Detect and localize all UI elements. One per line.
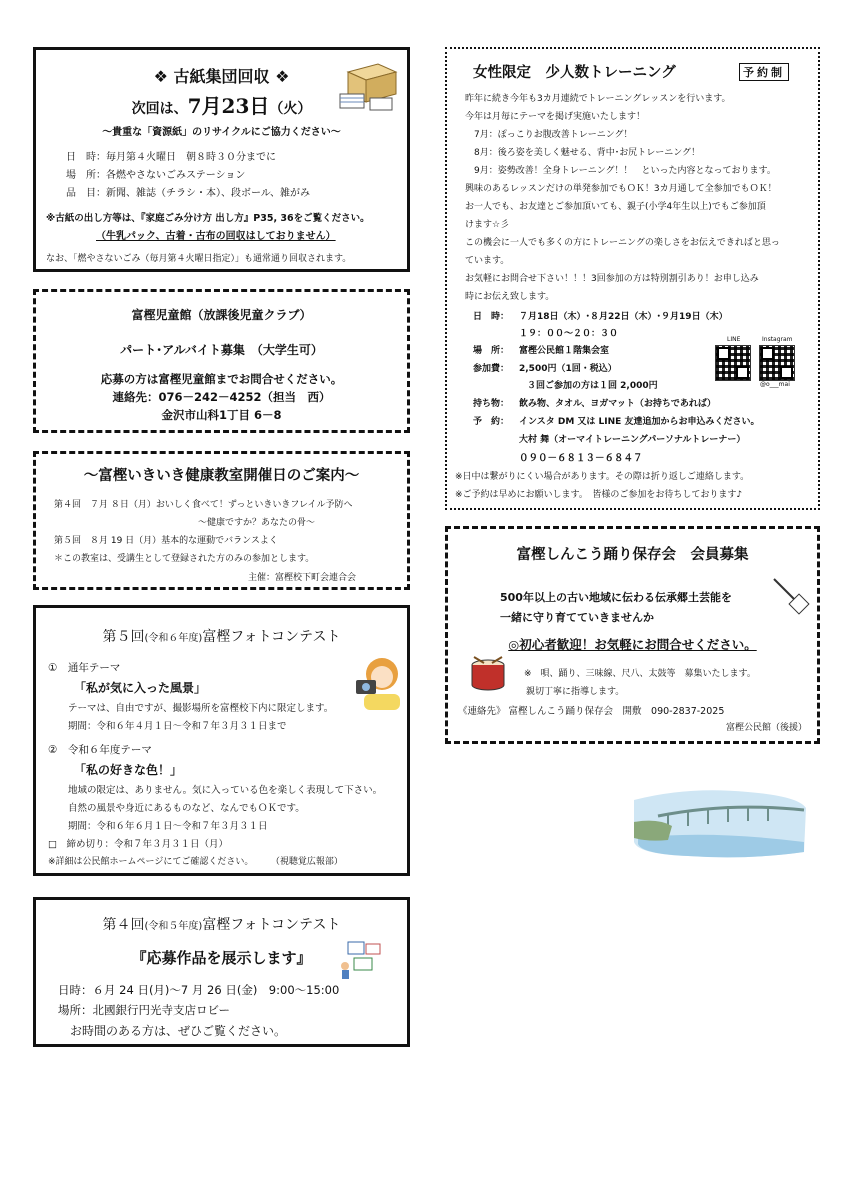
photo4-date: 日時：６月 24 日(月)～7 月 26 日(金) 9:00～15:00 bbox=[58, 983, 340, 997]
exhibition-illustration-icon bbox=[340, 940, 384, 980]
title-num: 第５回 bbox=[102, 629, 145, 645]
training-line: 7月：ぽっこりお腹改善トレーニング！ bbox=[465, 130, 633, 140]
training-time-value: １９：００～２０：３０ bbox=[519, 329, 619, 339]
training-line: けます☆彡 bbox=[465, 220, 510, 230]
cardboard-icon bbox=[338, 58, 400, 114]
jidokan-phone: 連絡先：076－242－4252（担当 西） bbox=[112, 390, 331, 404]
training-line: 9月：姿勢改善！全身トレーニング！！ といった内容となっております。 bbox=[465, 166, 776, 176]
dance-note2: 親切丁寧に指導します。 bbox=[526, 687, 625, 697]
dance-title: 富樫しんこう踊り保存会 会員募集 bbox=[516, 547, 749, 563]
paper-row-date bbox=[66, 148, 276, 163]
paper-note1: ※古紙の出し方等は、『家庭ごみ分け方 出し方』P35, 36をご覧ください。 bbox=[46, 213, 370, 224]
photo4-title bbox=[36, 914, 407, 934]
title-name: 富樫フォトコンテスト bbox=[202, 629, 341, 645]
training-line: 昨年に続き今年も3カ月連続でトレーニングレッスンを行います。 bbox=[465, 94, 731, 104]
training-fee-label: 参加費： bbox=[473, 364, 510, 374]
photo5-theme2-period: 期間：令和６年６月１日～令和７年３月３１日 bbox=[68, 821, 268, 832]
trainer-phone: ０９０－６８１３－６８４７ bbox=[519, 453, 643, 464]
paper-note3: なお、「燃やさないごみ（毎月第４火曜日指定）」も通常通り回収されます。 bbox=[46, 254, 352, 264]
training-items-value: 飲み物、タオル、ヨガマット（お持ちであれば） bbox=[519, 399, 716, 409]
training-fee-discount: ３回ご参加の方は１回 2,000円 bbox=[527, 381, 658, 391]
training-line: お気軽にお問合せ下さい！！！3回参加の方は特別割引あり！お申し込み bbox=[465, 274, 759, 284]
training-line: ています。 bbox=[465, 256, 510, 266]
health-note: ＊この教室は、受講生として登録された方のみの参加とします。 bbox=[54, 554, 315, 564]
title-name: 富樫フォトコンテスト bbox=[202, 917, 341, 933]
title-year: (令和６年度) bbox=[144, 633, 203, 644]
photo5-theme1-desc: テーマは、自由ですが、撮影場所を富樫校下内に限定します。 bbox=[68, 703, 334, 714]
training-fee-value: 2,500円（1回・税込） bbox=[519, 364, 617, 374]
training-date-value: ７月18日（木）･８月22日（木）･９月19日（木） bbox=[519, 312, 728, 322]
photo5-detail bbox=[48, 854, 343, 867]
qr-line-label: LINE bbox=[727, 336, 741, 343]
photo-contest-5-box bbox=[33, 605, 410, 876]
bridge-watercolor-illustration bbox=[628, 782, 810, 860]
dance-society-box bbox=[445, 526, 820, 744]
photo5-theme2-desc2: 自然の風景や身近にあるものなど、なんでもＯＫです。 bbox=[68, 803, 305, 814]
training-title: 女性限定 少人数トレーニング bbox=[473, 65, 676, 81]
health-line1b: ～健康ですか？あなたの骨～ bbox=[198, 518, 316, 528]
training-line: この機会に一人でも多くの方にトレーニングの楽しさをお伝えできればと思っ bbox=[465, 238, 780, 248]
paper-note2: （牛乳パック、古着・古布の回収はしておりません） bbox=[96, 231, 336, 242]
qr-insta-handle: @o___mai bbox=[760, 381, 790, 388]
next-prefix: 次回は、 bbox=[131, 101, 188, 117]
dance-contact: 《連絡先》 富樫しんこう踊り保存会 開敷 090-2837-2025 bbox=[458, 706, 725, 717]
training-items-label: 持ち物： bbox=[473, 399, 510, 409]
photo5-title bbox=[36, 626, 407, 646]
training-reserve-label: 予 約： bbox=[473, 417, 510, 427]
photo5-theme2-name: 「私の好きな色！」 bbox=[74, 763, 183, 777]
taiko-drum-icon bbox=[468, 655, 508, 695]
dance-support: 富樫公民館（後援） bbox=[726, 723, 808, 733]
training-note1: ※日中は繋がりにくい場合があります。その際は折り返しご連絡します。 bbox=[455, 472, 750, 482]
paper-row-place bbox=[66, 166, 245, 181]
next-date: 7月23日 bbox=[187, 94, 270, 118]
row-value: 新聞、雑誌（チラシ・本）、段ボール、雑がみ bbox=[106, 188, 310, 199]
photo5-theme2-head: ② 令和６年度テーマ bbox=[48, 744, 152, 756]
paper-title: ❖ 古紙集団回収 ❖ bbox=[153, 67, 290, 86]
reservation-badge: 予約制 bbox=[739, 63, 789, 81]
health-class-box bbox=[33, 451, 410, 590]
dance-note1: ※ 唄、踊り、三味線、尺八、太鼓等 募集いたします。 bbox=[524, 669, 756, 679]
photo-contest-4-box bbox=[33, 897, 410, 1047]
paper-row-items bbox=[66, 184, 310, 199]
health-line2: 第５回 ８月 19 日（月）基本的な運動でバランスよく bbox=[54, 536, 278, 546]
line-qr-code[interactable] bbox=[715, 345, 751, 381]
row-label: 場 所： bbox=[66, 170, 106, 181]
training-line: 8月：後ろ姿を美しく魅せる、背中･お尻トレーニング！ bbox=[465, 148, 701, 158]
jidokan-recruit: パート･アルバイト募集 （大学生可） bbox=[120, 343, 323, 357]
dance-line2: 一緒に守り育てていきませんか bbox=[500, 611, 654, 624]
jidokan-title: 富樫児童館（放課後児童クラブ） bbox=[131, 308, 312, 322]
photo5-theme1-period: 期間：令和６年４月１日～令和７年３月３１日まで bbox=[68, 721, 287, 732]
training-line: 興味のあるレッスンだけの単発参加でもＯＫ！3カ月通して全参加でもＯＫ！ bbox=[465, 184, 777, 194]
detail-text: ※詳細は公民館ホームページにてご確認ください。 bbox=[48, 857, 254, 867]
photo4-invite: お時間のある方は、ぜひご覧ください。 bbox=[70, 1024, 287, 1038]
training-reserve-value: インスタ DM 又は LINE 友達追加からお申込みください。 bbox=[519, 417, 760, 427]
title-year: (令和５年度) bbox=[144, 921, 203, 932]
row-value: 各燃やさないごみステーション bbox=[106, 170, 246, 181]
photographer-illustration-icon bbox=[354, 652, 406, 712]
jidokan-box bbox=[33, 289, 410, 433]
training-box bbox=[445, 47, 820, 510]
training-line: 今年は月毎にテーマを掲げ実施いたします！ bbox=[465, 112, 646, 122]
jidokan-address: 金沢市山科1丁目 6－8 bbox=[161, 408, 282, 422]
detail-by: （視聴覚広報部） bbox=[275, 857, 343, 867]
row-label: 日 時： bbox=[66, 152, 106, 163]
qr-insta-label: Instagram bbox=[762, 336, 793, 343]
row-value: 毎月第４火曜日 朝８時３０分までに bbox=[106, 152, 276, 163]
dance-welcome: ◎初心者歓迎！お気軽にお問合せください。 bbox=[508, 637, 757, 652]
health-host: 主催：富樫校下町会連合会 bbox=[248, 573, 357, 583]
title-num: 第４回 bbox=[102, 917, 145, 933]
shamisen-icon bbox=[770, 575, 810, 615]
health-line1: 第４回 ７月 ８日（月）おいしく食べて！ずっといきいきフレイル予防へ bbox=[54, 500, 353, 510]
trainer-name: 大村 舞（オーマイトレーニングパーソナルトレーナー） bbox=[519, 435, 746, 445]
photo4-exhibit: 『応募作品を展示します』 bbox=[131, 949, 312, 967]
row-label: 品 目： bbox=[66, 188, 106, 199]
paper-subtitle: ～貴重な「資源紙」のリサイクルにご協力ください～ bbox=[102, 127, 341, 138]
photo5-theme2-desc1: 地域の限定は、ありません。気に入っている色を楽しく表現して下さい。 bbox=[68, 785, 383, 796]
next-day: （火） bbox=[269, 101, 312, 117]
photo5-theme1-head: ① 通年テーマ bbox=[48, 662, 121, 674]
photo5-theme1-name: 「私が気に入った風景」 bbox=[74, 681, 207, 695]
training-line: お一人でも、お友達とご参加頂いても、親子(小学4年生以上)でもご参加頂 bbox=[465, 202, 766, 212]
training-date-label: 日 時： bbox=[473, 312, 510, 322]
training-line: 時にお伝え致します。 bbox=[465, 292, 555, 302]
health-title: ～富樫いきいき健康教室開催日のご案内～ bbox=[83, 468, 360, 484]
training-place-value: 富樫公民館１階集会室 bbox=[519, 346, 610, 356]
training-note2: ※ご予約は早めにお願いします。 皆様のご参加をお待ちしております♪ bbox=[455, 490, 743, 500]
paper-recycling-box bbox=[33, 47, 410, 272]
instagram-qr-code[interactable] bbox=[759, 345, 795, 381]
photo5-deadline: □ 締め切り：令和７年３月３１日（月） bbox=[48, 839, 228, 850]
jidokan-contact: 応募の方は富樫児童館までお問合せください。 bbox=[100, 372, 343, 386]
photo4-place: 場所：北國銀行円光寺支店ロビー bbox=[58, 1003, 231, 1017]
dance-line1: 500年以上の古い地域に伝わる伝承郷土芸能を bbox=[500, 591, 732, 604]
training-place-label: 場 所： bbox=[473, 346, 510, 356]
